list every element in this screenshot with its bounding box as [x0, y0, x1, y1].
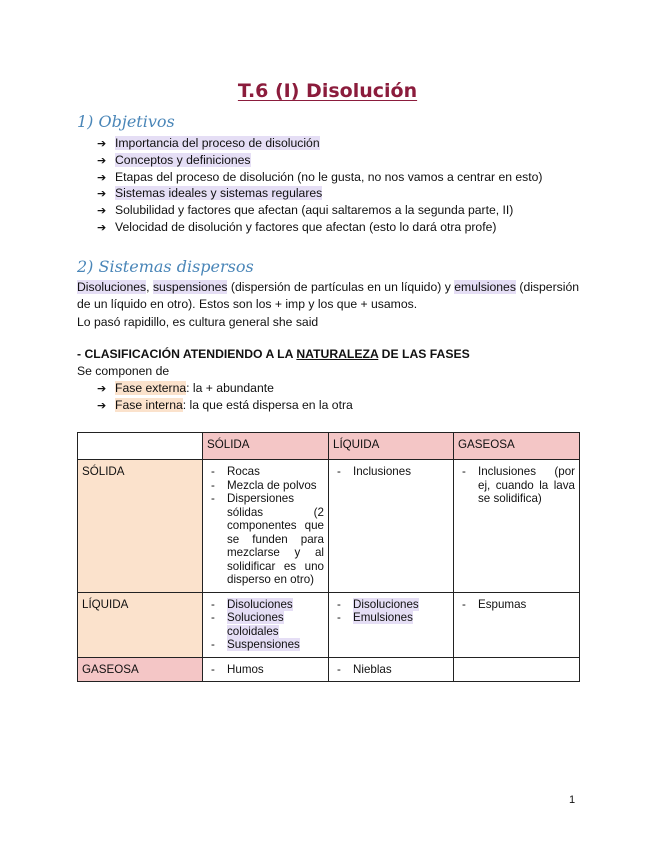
table-row	[78, 592, 580, 657]
objective-item: ➔ Sistemas ideales y sistemas regulares	[97, 185, 543, 202]
page-number: 1	[569, 794, 576, 806]
row-header: LÍQUIDA	[78, 592, 203, 657]
cell-item: - Inclusiones (por ej, cuando la lava se solidifica)	[458, 465, 575, 506]
fase-item: ➔ Fase interna: la que está dispersa en la otra	[97, 397, 353, 414]
table-corner-cell	[78, 433, 203, 460]
classification-table	[77, 432, 580, 682]
objectives-list	[97, 135, 543, 236]
cell-item: - Dispersiones sólidas (2 componentes que se funden para mezclarse y al solidificar es uno disperso en otro)	[207, 492, 324, 587]
cell-item: - Humos	[207, 663, 324, 677]
objective-item: ➔ Solubilidad y factores que afectan (aqui saltaremos a la segunda parte, II)	[97, 202, 543, 219]
arrow-icon: ➔	[97, 170, 107, 184]
column-header: GASEOSA	[454, 433, 580, 460]
cell-item: - Soluciones coloidales	[207, 611, 324, 638]
fases-list	[97, 380, 353, 414]
dispersos-paragraph: Disoluciones, suspensiones (dispersión de partículas en un líquido) y emulsiones (dispersión de un líquido en otro). Estos son los + imp y los que + usamos.	[77, 280, 579, 311]
table-cell-empty	[454, 657, 580, 682]
table-header-row	[78, 433, 580, 460]
table-cell	[203, 657, 329, 682]
arrow-icon: ➔	[97, 382, 107, 395]
table-cell	[203, 460, 329, 593]
arrow-icon: ➔	[97, 153, 107, 167]
clasificacion-heading: - CLASIFICACIÓN ATENDIENDO A LA NATURALEZA DE LAS FASES	[77, 347, 470, 361]
cell-item: - Emulsiones	[333, 611, 449, 625]
cell-item: - Rocas	[207, 465, 324, 479]
fase-item: ➔ Fase externa: la + abundante	[97, 380, 353, 397]
section-heading-objetivos: 1) Objetivos	[77, 112, 175, 131]
table-cell	[329, 657, 454, 682]
table-cell	[454, 460, 580, 593]
column-header: LÍQUIDA	[329, 433, 454, 460]
column-header: SÓLIDA	[203, 433, 329, 460]
objective-item: ➔ Etapas del proceso de disolución (no le gusta, no nos vamos a centrar en esto)	[97, 169, 543, 186]
row-header: GASEOSA	[78, 657, 203, 682]
arrow-icon: ➔	[97, 187, 107, 201]
row-header: SÓLIDA	[78, 460, 203, 593]
clasificacion-intro: Se componen de	[77, 364, 170, 378]
table-cell	[329, 460, 454, 593]
arrow-icon: ➔	[97, 204, 107, 218]
arrow-icon: ➔	[97, 398, 107, 412]
objective-item: ➔ Importancia del proceso de disolución	[97, 135, 543, 152]
objective-item: ➔ Conceptos y definiciones	[97, 152, 543, 169]
cell-item: - Nieblas	[333, 663, 449, 677]
table-row	[78, 657, 580, 682]
section-heading-sistemas-dispersos: 2) Sistemas dispersos	[77, 257, 254, 276]
cell-item: - Espumas	[458, 598, 575, 612]
cell-item: - Inclusiones	[333, 465, 449, 479]
cell-item: - Disoluciones	[207, 598, 324, 612]
table-cell	[454, 592, 580, 657]
cell-item: - Disoluciones	[333, 598, 449, 612]
cell-item: - Mezcla de polvos	[207, 479, 324, 493]
arrow-icon: ➔	[97, 220, 107, 234]
table-cell	[203, 592, 329, 657]
arrow-icon: ➔	[97, 137, 107, 150]
table-cell	[329, 592, 454, 657]
table-row	[78, 460, 580, 593]
dispersos-note: Lo pasó rapidillo, es cultura general she said	[77, 315, 319, 329]
cell-item: - Suspensiones	[207, 638, 324, 652]
objective-item: ➔ Velocidad de disolución y factores que afectan (esto lo dará otra profe)	[97, 219, 543, 236]
page-title: T.6 (I) Disolución	[237, 80, 418, 102]
